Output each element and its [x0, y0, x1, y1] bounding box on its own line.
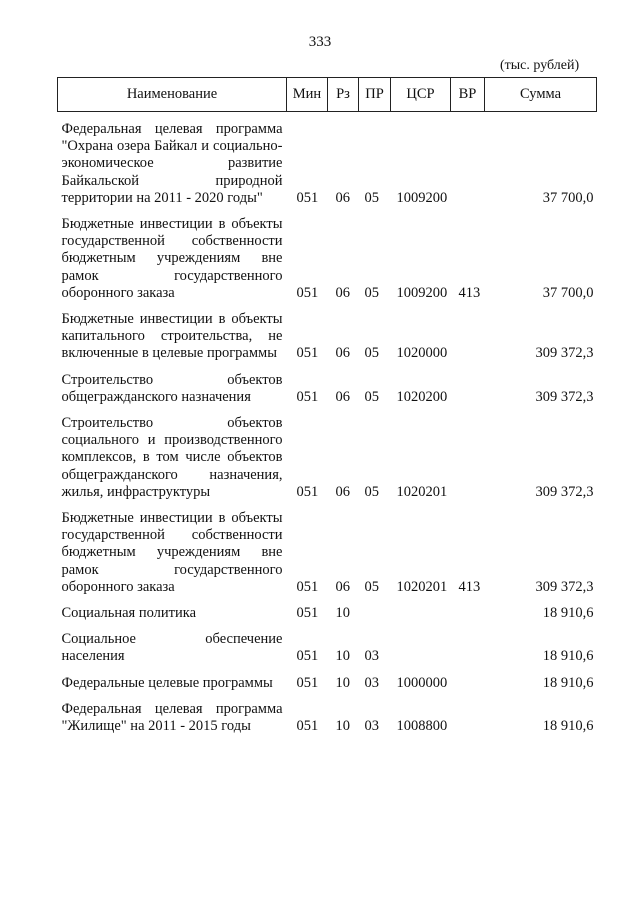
row-pr: 05 — [364, 388, 379, 405]
row-pr: 05 — [364, 578, 379, 595]
row-min: 051 — [296, 345, 319, 362]
row-sum: 37 700,0 — [542, 284, 594, 301]
row-csr: 1020200 — [396, 388, 448, 405]
header-rz: Рз — [328, 78, 359, 112]
row-name: Строительство объектов общегражданского назначения — [61, 371, 283, 405]
row-pr: 05 — [364, 284, 379, 301]
header-csr: ЦСР — [391, 78, 451, 112]
row-csr: 1020000 — [396, 345, 448, 362]
header-pr: ПР — [359, 78, 391, 112]
row-vr — [451, 302, 485, 363]
row-vr — [451, 406, 485, 501]
row-vr — [451, 596, 485, 622]
row-rz: 06 — [335, 388, 350, 405]
row-pr: 05 — [364, 345, 379, 362]
row-vr — [451, 363, 485, 406]
row-csr — [391, 596, 451, 622]
row-rz: 06 — [335, 189, 350, 206]
table-row — [58, 363, 597, 406]
row-sum: 309 372,3 — [535, 578, 594, 595]
row-name: Бюджетные инвестиции в объекты государственной собственности бюджетным учреждениям вне рамок государственного оборонного заказа — [61, 216, 283, 301]
budget-table — [57, 77, 597, 735]
header-name: Наименование — [58, 78, 287, 112]
row-csr: 1000000 — [396, 674, 448, 691]
table-row — [58, 302, 597, 363]
row-pr — [359, 596, 391, 622]
row-rz: 06 — [335, 345, 350, 362]
row-vr — [451, 112, 485, 208]
row-rz: 10 — [335, 674, 350, 691]
table-row — [58, 596, 597, 622]
page-number: 333 — [308, 34, 332, 50]
table-row — [58, 666, 597, 692]
row-csr: 1020201 — [396, 578, 448, 595]
row-name: Социальная политика — [61, 605, 197, 622]
row-min: 051 — [296, 674, 319, 691]
row-csr: 1009200 — [396, 284, 448, 301]
row-csr: 1008800 — [396, 718, 448, 735]
row-name: Федеральная целевая программа "Охрана озера Байкал и социально-экономическое развитие Байкальской природной территории на 2011 - 2020 годы" — [61, 121, 283, 206]
table-row — [58, 622, 597, 665]
row-vr — [451, 622, 485, 665]
row-pr: 03 — [364, 674, 379, 691]
row-sum: 18 910,6 — [542, 718, 594, 735]
row-min: 051 — [296, 648, 319, 665]
row-name: Бюджетные инвестиции в объекты государственной собственности бюджетным учреждениям вне рамок государственного оборонного заказа — [61, 510, 283, 595]
units-label: (тыс. рублей) — [500, 58, 580, 73]
row-rz: 10 — [335, 718, 350, 735]
header-sum: Сумма — [485, 78, 597, 112]
row-min: 051 — [296, 284, 319, 301]
row-min: 051 — [296, 718, 319, 735]
row-min: 051 — [296, 483, 319, 500]
row-csr — [391, 622, 451, 665]
row-name: Бюджетные инвестиции в объекты капитального строительства, не включенные в целевые программы — [61, 311, 283, 362]
table-row — [58, 501, 597, 596]
row-vr — [451, 692, 485, 735]
row-rz: 10 — [335, 648, 350, 665]
row-name: Федеральные целевые программы — [61, 674, 273, 691]
row-pr: 03 — [364, 718, 379, 735]
table-row — [58, 207, 597, 302]
table-body — [58, 112, 597, 736]
row-min: 051 — [296, 189, 319, 206]
row-sum: 309 372,3 — [535, 483, 594, 500]
row-min: 051 — [296, 388, 319, 405]
row-sum: 309 372,3 — [535, 345, 594, 362]
row-sum: 18 910,6 — [542, 648, 594, 665]
row-pr: 05 — [364, 189, 379, 206]
row-sum: 18 910,6 — [542, 674, 594, 691]
row-vr — [451, 666, 485, 692]
table-row — [58, 692, 597, 735]
row-name: Строительство объектов социального и производственного комплексов, в том числе объектов общегражданского назначения, жилья, инфраструктуры — [61, 415, 283, 500]
table-header-row — [58, 78, 597, 112]
row-min: 051 — [296, 578, 319, 595]
row-sum: 37 700,0 — [542, 189, 594, 206]
row-rz: 06 — [335, 483, 350, 500]
row-name: Социальное обеспечение населения — [61, 631, 283, 665]
table-row — [58, 406, 597, 501]
row-name: Федеральная целевая программа "Жилище" на 2011 - 2015 годы — [61, 700, 283, 735]
row-sum: 309 372,3 — [535, 388, 594, 405]
table-row — [58, 112, 597, 208]
row-rz: 10 — [335, 605, 350, 622]
row-vr: 413 — [458, 284, 481, 301]
row-rz: 06 — [335, 284, 350, 301]
row-vr: 413 — [458, 578, 481, 595]
row-csr: 1020201 — [396, 483, 448, 500]
header-min: Мин — [287, 78, 328, 112]
header-vr: ВР — [451, 78, 485, 112]
row-csr: 1009200 — [396, 189, 448, 206]
row-pr: 05 — [364, 483, 379, 500]
row-rz: 06 — [335, 578, 350, 595]
row-sum: 18 910,6 — [542, 605, 594, 622]
row-min: 051 — [296, 605, 319, 622]
row-pr: 03 — [364, 648, 379, 665]
